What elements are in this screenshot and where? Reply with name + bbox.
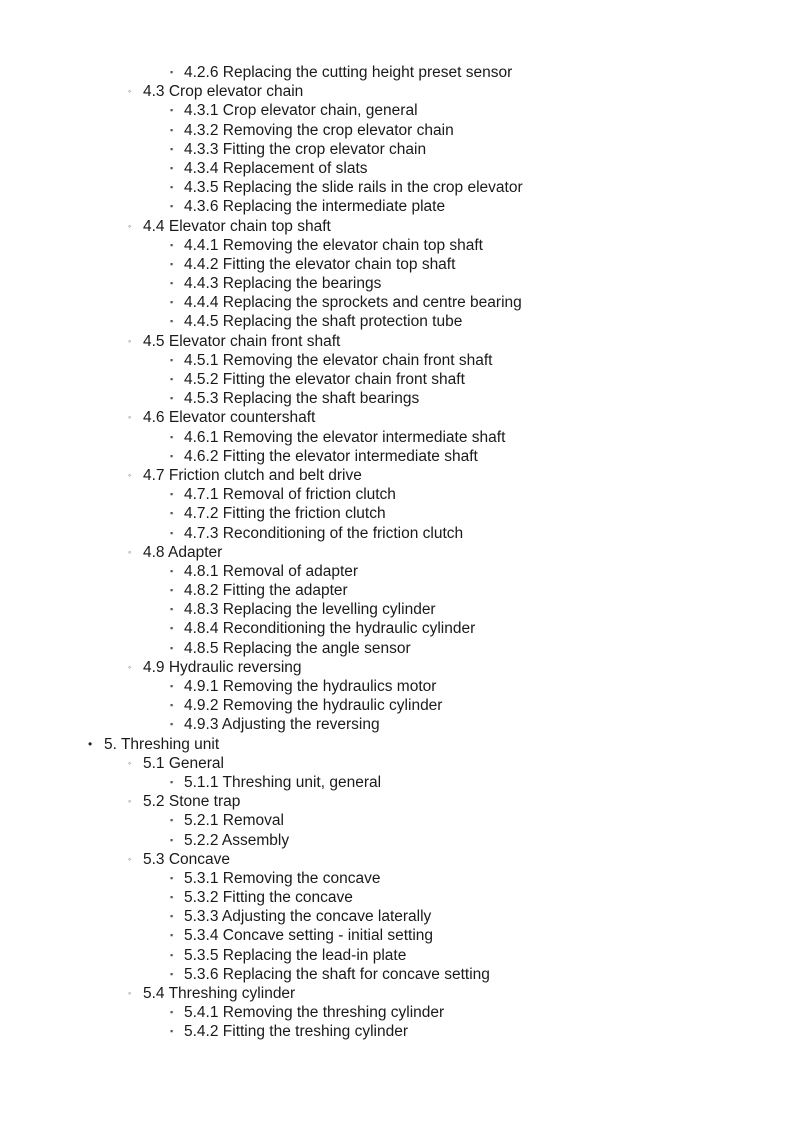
list-bullet: ▪ bbox=[170, 450, 174, 461]
list-bullet: ▪ bbox=[170, 162, 174, 173]
toc-entry-title: 4.9.1 Removing the hydraulics motor bbox=[184, 678, 437, 695]
list-bullet: ▪ bbox=[170, 949, 174, 960]
list-bullet: ▪ bbox=[170, 297, 174, 308]
list-bullet: ▪ bbox=[170, 201, 174, 212]
toc-entry-title: 4.3.5 Replacing the slide rails in the crop elevator bbox=[184, 179, 523, 197]
list-bullet: ◦ bbox=[128, 853, 132, 864]
toc-entry bbox=[0, 562, 794, 581]
list-bullet: ▪ bbox=[170, 1026, 174, 1037]
toc-entry bbox=[0, 408, 794, 427]
toc-entry bbox=[0, 946, 794, 965]
toc-entry-title: 5.3.3 Adjusting the concave laterally bbox=[184, 908, 432, 926]
toc-entry bbox=[0, 447, 794, 466]
toc-entry bbox=[0, 811, 794, 830]
toc-entry bbox=[0, 888, 794, 907]
toc-entry-title: 4.2.6 Replacing the cutting height preset sensor bbox=[184, 64, 513, 81]
toc-entry bbox=[0, 639, 794, 658]
toc-entry-title: 4.3.1 Crop elevator chain, general bbox=[184, 102, 418, 120]
toc-entry-title: 4.5.1 Removing the elevator chain front shaft bbox=[184, 351, 493, 369]
toc-entry bbox=[0, 101, 794, 120]
list-bullet: ▪ bbox=[170, 105, 174, 116]
list-bullet: ◦ bbox=[128, 796, 132, 807]
toc-entry bbox=[0, 735, 794, 754]
toc-entry bbox=[0, 965, 794, 984]
toc-entry-title: 5.2 Stone trap bbox=[143, 793, 241, 811]
list-bullet: ▪ bbox=[170, 489, 174, 500]
toc-entry bbox=[0, 485, 794, 504]
toc-entry bbox=[0, 926, 794, 945]
list-bullet: ▪ bbox=[170, 834, 174, 845]
toc-entry-title: 5.4 Threshing cylinder bbox=[143, 985, 296, 1002]
toc-entry bbox=[0, 293, 794, 312]
toc-entry bbox=[0, 159, 794, 178]
toc-entry-title: 5.1 General bbox=[143, 754, 224, 772]
toc-entry-title: 4.8 Adapter bbox=[143, 543, 223, 561]
toc-entry bbox=[0, 792, 794, 811]
toc-entry-title: 4.8.5 Replacing the angle sensor bbox=[184, 639, 411, 657]
toc-entry bbox=[0, 619, 794, 638]
toc-entry-title: 4.3.3 Fitting the crop elevator chain bbox=[184, 140, 427, 158]
toc-entry bbox=[0, 332, 794, 351]
toc-entry bbox=[0, 255, 794, 274]
list-bullet: ▪ bbox=[170, 930, 174, 941]
toc-entry bbox=[0, 466, 794, 485]
toc-entry bbox=[0, 984, 794, 1003]
toc-entry-title: 4.4 Elevator chain top shaft bbox=[143, 217, 331, 235]
list-bullet: ◦ bbox=[128, 469, 132, 480]
toc-entry-title: 5.3.1 Removing the concave bbox=[184, 869, 381, 887]
toc-entry-title: 4.3 Crop elevator chain bbox=[143, 83, 304, 101]
toc-entry-title: 4.4.2 Fitting the elevator chain top shaft bbox=[184, 255, 456, 273]
toc-entry bbox=[0, 696, 794, 715]
toc-entry-title: 4.6.2 Fitting the elevator intermediate shaft bbox=[184, 447, 478, 465]
toc-entry bbox=[0, 677, 794, 696]
list-bullet: ▪ bbox=[170, 354, 174, 365]
list-bullet: ▪ bbox=[170, 67, 174, 77]
toc-entry-title: 4.6.1 Removing the elevator intermediate shaft bbox=[184, 428, 506, 446]
toc-entry bbox=[0, 63, 794, 82]
list-bullet: ▪ bbox=[170, 239, 174, 250]
list-bullet: ▪ bbox=[170, 508, 174, 519]
toc-entry-title: 4.7 Friction clutch and belt drive bbox=[143, 466, 362, 484]
toc-entry-title: 4.3.6 Replacing the intermediate plate bbox=[184, 198, 446, 216]
toc-entry-title: 5.4.1 Removing the threshing cylinder bbox=[184, 1004, 445, 1022]
list-bullet: ▪ bbox=[170, 623, 174, 634]
toc-entry bbox=[0, 428, 794, 447]
list-bullet: ▪ bbox=[170, 124, 174, 135]
toc-entry bbox=[0, 754, 794, 773]
list-bullet: ◦ bbox=[128, 988, 132, 998]
toc-entry bbox=[0, 370, 794, 389]
toc-entry-title: 5.2.1 Removal bbox=[184, 812, 284, 830]
toc-entry-title: 4.9.2 Removing the hydraulic cylinder bbox=[184, 697, 443, 715]
toc-entry-title: 5.3.5 Replacing the lead-in plate bbox=[184, 946, 407, 964]
toc-entry bbox=[0, 217, 794, 236]
list-bullet: ▪ bbox=[170, 604, 174, 615]
list-bullet: ▪ bbox=[170, 316, 174, 327]
list-bullet: ▪ bbox=[170, 892, 174, 903]
toc-entry-title: 4.4.1 Removing the elevator chain top shaft bbox=[184, 236, 483, 254]
list-bullet: • bbox=[88, 736, 93, 751]
toc-entry-title: 4.5.3 Replacing the shaft bearings bbox=[184, 390, 420, 408]
toc-entry bbox=[0, 312, 794, 331]
toc-entry bbox=[0, 197, 794, 216]
list-bullet: ▪ bbox=[170, 143, 174, 154]
table-of-contents bbox=[0, 63, 794, 1042]
list-bullet: ▪ bbox=[170, 258, 174, 269]
toc-entry bbox=[0, 658, 794, 677]
list-bullet: ◦ bbox=[128, 757, 132, 768]
toc-entry bbox=[0, 121, 794, 140]
list-bullet: ▪ bbox=[170, 527, 174, 538]
list-bullet: ◦ bbox=[128, 220, 132, 231]
list-bullet: ▪ bbox=[170, 393, 174, 404]
list-bullet: ▪ bbox=[170, 642, 174, 653]
toc-entry-title: 4.5 Elevator chain front shaft bbox=[143, 332, 341, 350]
list-bullet: ▪ bbox=[170, 278, 174, 289]
toc-entry-title: 4.4.3 Replacing the bearings bbox=[184, 275, 382, 293]
toc-entry bbox=[0, 504, 794, 523]
toc-entry bbox=[0, 389, 794, 408]
toc-entry-title: 5.3.2 Fitting the concave bbox=[184, 889, 353, 907]
toc-entry-title: 5.2.2 Assembly bbox=[184, 831, 290, 849]
list-bullet: ◦ bbox=[128, 86, 132, 97]
toc-entry-title: 4.7.3 Reconditioning of the friction clutch bbox=[184, 524, 464, 542]
toc-entry-title: 4.8.3 Replacing the levelling cylinder bbox=[184, 601, 436, 619]
list-bullet: ◦ bbox=[128, 335, 132, 346]
list-bullet: ▪ bbox=[170, 565, 174, 576]
toc-entry bbox=[0, 140, 794, 159]
list-bullet: ◦ bbox=[128, 661, 132, 672]
toc-entry-title: 4.9 Hydraulic reversing bbox=[143, 658, 302, 676]
toc-entry bbox=[0, 850, 794, 869]
toc-entry-title: 4.9.3 Adjusting the reversing bbox=[184, 716, 380, 734]
list-bullet: ◦ bbox=[128, 546, 132, 557]
toc-entry-title: 4.7.1 Removal of friction clutch bbox=[184, 486, 396, 504]
list-bullet: ▪ bbox=[170, 700, 174, 711]
toc-entry-title: 4.3.2 Removing the crop elevator chain bbox=[184, 121, 454, 139]
list-bullet: ▪ bbox=[170, 585, 174, 596]
toc-entry bbox=[0, 274, 794, 293]
toc-entry-title: 4.8.1 Removal of adapter bbox=[184, 562, 359, 580]
list-bullet: ▪ bbox=[170, 431, 174, 442]
toc-entry bbox=[0, 1003, 794, 1022]
list-bullet: ▪ bbox=[170, 681, 174, 691]
toc-entry-title: 4.6 Elevator countershaft bbox=[143, 409, 316, 427]
toc-entry-title: 4.4.4 Replacing the sprockets and centre bearing bbox=[184, 294, 522, 312]
toc-entry bbox=[0, 82, 794, 101]
toc-entry bbox=[0, 600, 794, 619]
list-bullet: ▪ bbox=[170, 968, 174, 979]
toc-entry bbox=[0, 178, 794, 197]
toc-entry bbox=[0, 715, 794, 734]
toc-entry-title: 4.3.4 Replacement of slats bbox=[184, 159, 368, 177]
toc-entry bbox=[0, 581, 794, 600]
toc-entry-title: 5.3.4 Concave setting - initial setting bbox=[184, 927, 433, 945]
toc-entry bbox=[0, 524, 794, 543]
list-bullet: ▪ bbox=[170, 374, 174, 384]
toc-entry-title: 4.8.4 Reconditioning the hydraulic cylinder bbox=[184, 620, 476, 638]
toc-entry-title: 5.3 Concave bbox=[143, 850, 231, 868]
toc-entry-title: 4.7.2 Fitting the friction clutch bbox=[184, 505, 386, 523]
toc-entry-title: 4.8.2 Fitting the adapter bbox=[184, 582, 348, 600]
toc-entry bbox=[0, 543, 794, 562]
list-bullet: ▪ bbox=[170, 872, 174, 883]
list-bullet: ▪ bbox=[170, 1007, 174, 1018]
toc-entry-title: 5.3.6 Replacing the shaft for concave setting bbox=[184, 965, 490, 983]
list-bullet: ▪ bbox=[170, 719, 174, 730]
toc-entry bbox=[0, 831, 794, 850]
list-bullet: ▪ bbox=[170, 815, 174, 826]
toc-entry bbox=[0, 773, 794, 792]
list-bullet: ◦ bbox=[128, 412, 132, 423]
toc-entry bbox=[0, 351, 794, 370]
list-bullet: ▪ bbox=[170, 182, 174, 193]
list-bullet: ▪ bbox=[170, 776, 174, 787]
toc-entry bbox=[0, 869, 794, 888]
toc-entry-title: 5. Threshing unit bbox=[104, 735, 220, 753]
toc-entry-title: 5.4.2 Fitting the treshing cylinder bbox=[184, 1023, 409, 1041]
list-bullet: ▪ bbox=[170, 911, 174, 922]
toc-entry-title: 5.1.1 Threshing unit, general bbox=[184, 773, 382, 791]
toc-entry-title: 4.4.5 Replacing the shaft protection tube bbox=[184, 313, 463, 331]
toc-entry-title: 4.5.2 Fitting the elevator chain front shaft bbox=[184, 371, 465, 388]
toc-entry bbox=[0, 1022, 794, 1041]
toc-entry bbox=[0, 907, 794, 926]
toc-entry bbox=[0, 236, 794, 255]
